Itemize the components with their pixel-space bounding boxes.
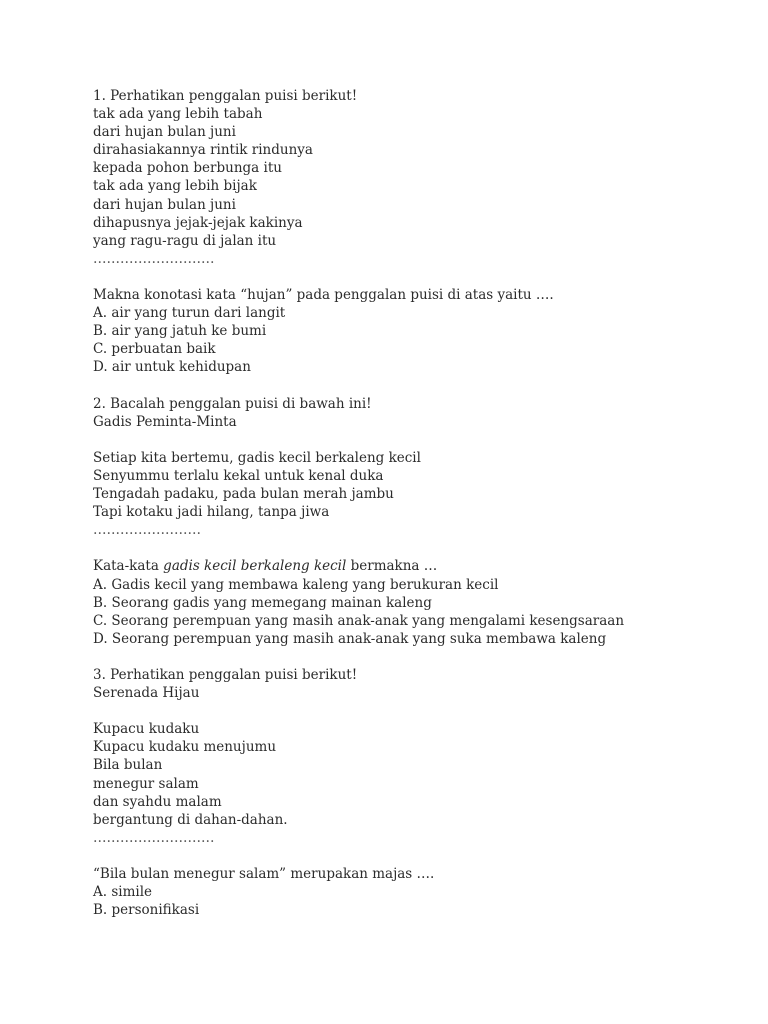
option-b: B. Seorang gadis yang memegang mainan kaleng: [93, 594, 432, 611]
question-2-suffix: bermakna …: [346, 558, 438, 575]
question-1-text: Makna konotasi kata “hujan” pada penggalan puisi di atas yaitu ….: [93, 287, 554, 304]
spacer: [93, 648, 753, 666]
document-page: [93, 87, 753, 919]
poem-line: Tapi kotaku jadi hilang, tanpa jiwa: [93, 504, 330, 521]
option-c: C. Seorang perempuan yang masih anak-anak yang mengalami kesengsaraan: [93, 612, 625, 629]
question-3-poem: [93, 720, 753, 829]
poem-line: dan syahdu malam: [93, 793, 222, 810]
question-3: [93, 666, 753, 919]
option-c: C. perbuatan baik: [93, 341, 216, 358]
question-1: [93, 87, 753, 377]
option-d: D. air untuk kehidupan: [93, 359, 251, 376]
spacer: [93, 539, 753, 557]
question-1-prompt: 1. Perhatikan penggalan puisi berikut!: [93, 88, 358, 104]
poem-title: Gadis Peminta-Minta: [93, 413, 237, 430]
question-1-poem: [93, 105, 753, 250]
poem-line: kepada pohon berbunga itu: [93, 160, 282, 177]
question-3-prompt: 3. Perhatikan penggalan puisi berikut!: [93, 667, 358, 683]
poem-line: Kupacu kudaku menujumu: [93, 739, 277, 756]
option-b: B. air yang jatuh ke bumi: [93, 323, 267, 340]
poem-line: bergantung di dahan-dahan.: [93, 811, 288, 828]
poem-line: Senyummu terlalu kekal untuk kenal duka: [93, 467, 384, 484]
poem-line: dihapusnya jejak-jejak kakinya: [93, 214, 303, 231]
spacer: [93, 268, 753, 286]
poem-ellipsis: ………………………: [93, 250, 215, 267]
poem-line: dari hujan bulan juni: [93, 124, 236, 141]
question-2: [93, 395, 753, 648]
poem-line: tak ada yang lebih bijak: [93, 178, 257, 195]
option-a: A. air yang turun dari langit: [93, 305, 286, 322]
poem-ellipsis: ……………………: [93, 522, 201, 539]
option-a: A. simile: [93, 884, 153, 901]
option-d: D. Seorang perempuan yang masih anak-anak yang suka membawa kaleng: [93, 630, 607, 647]
poem-line: yang ragu-ragu di jalan itu: [93, 232, 277, 249]
poem-line: Setiap kita bertemu, gadis kecil berkaleng kecil: [93, 449, 421, 466]
question-1-options: [93, 304, 753, 376]
poem-line: dari hujan bulan juni: [93, 196, 236, 213]
poem-line: Bila bulan: [93, 757, 163, 774]
spacer: [93, 431, 753, 449]
question-3-text: “Bila bulan menegur salam” merupakan majas ….: [93, 866, 435, 883]
spacer: [93, 377, 753, 395]
poem-line: tak ada yang lebih tabah: [93, 106, 263, 123]
poem-line: dirahasiakannya rintik rindunya: [93, 142, 313, 159]
question-2-prompt: 2. Bacalah penggalan puisi di bawah ini!: [93, 395, 372, 412]
poem-ellipsis: ………………………: [93, 829, 215, 846]
poem-title: Serenada Hijau: [93, 685, 200, 702]
option-a: A. Gadis kecil yang membawa kaleng yang berukuran kecil: [93, 576, 499, 593]
question-2-italic-phrase: gadis kecil berkaleng kecil: [163, 558, 347, 575]
question-2-options: [93, 576, 753, 648]
poem-line: Tengadah padaku, pada bulan merah jambu: [93, 486, 394, 503]
poem-line: Kupacu kudaku: [93, 721, 200, 738]
poem-line: menegur salam: [93, 775, 199, 792]
spacer: [93, 847, 753, 865]
spacer: [93, 702, 753, 720]
question-2-text: [93, 557, 753, 575]
question-3-options: [93, 883, 753, 919]
question-2-poem: [93, 449, 753, 521]
question-2-prefix: Kata-kata: [93, 558, 164, 575]
option-b: B. personifikasi: [93, 902, 200, 919]
